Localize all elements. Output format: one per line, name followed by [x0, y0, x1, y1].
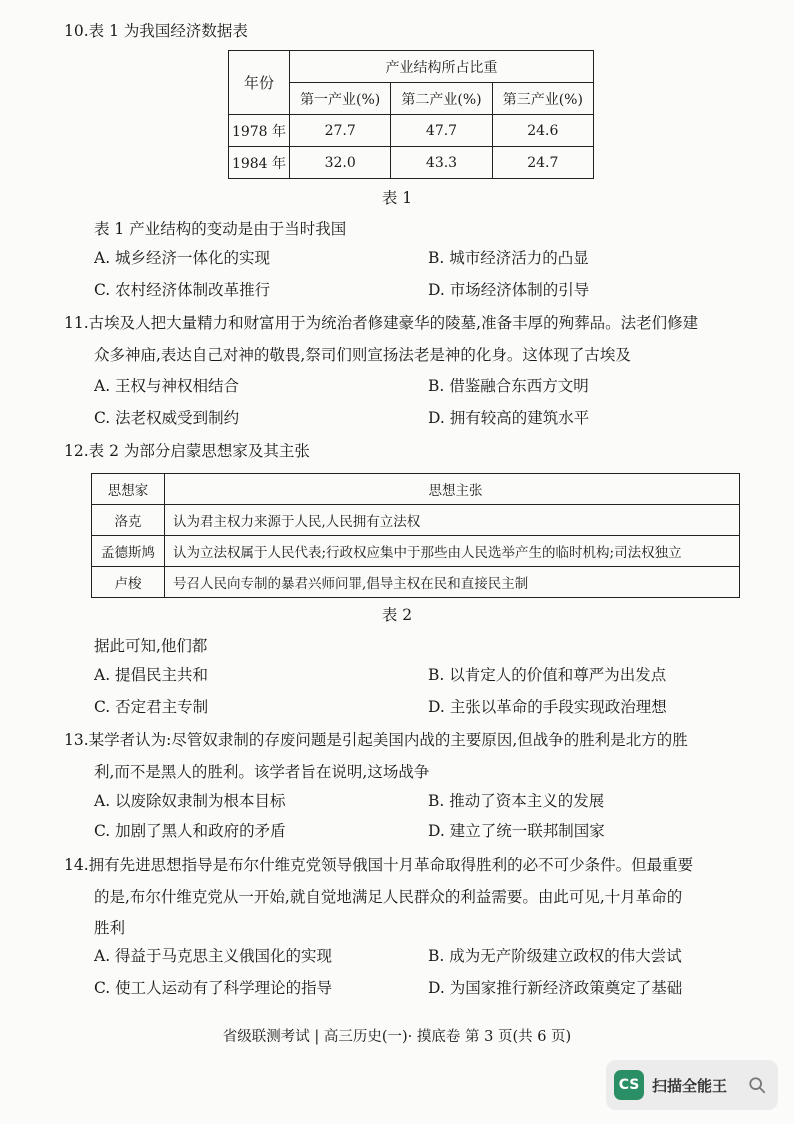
q11-option-b[interactable]: B. 借鉴融合东西方文明	[428, 377, 589, 395]
thinker-name: 洛克	[92, 505, 165, 536]
search-icon[interactable]	[748, 1076, 766, 1094]
app-brand-name: 扫描全能王	[652, 1076, 728, 1095]
column-header: 第三产业(%)	[492, 83, 593, 115]
q11-option-d[interactable]: D. 拥有较高的建筑水平	[428, 409, 590, 427]
table2-caption: 表 2	[381, 606, 413, 624]
q13-stem-line2: 利,而不是黑人的胜利。该学者旨在说明,这场战争	[94, 763, 430, 781]
q10-stem: 10.表 1 为我国经济数据表	[64, 22, 248, 40]
q11-stem-line1: 11.古埃及人把大量精力和财富用于为统治者修建豪华的陵墓,准备丰厚的殉葬品。法老们修建	[64, 314, 699, 332]
thinker-name: 孟德斯鸠	[92, 536, 165, 567]
value-cell: 24.7	[492, 147, 593, 179]
q12-stem: 12.表 2 为部分启蒙思想家及其主张	[64, 442, 310, 460]
q11-option-c[interactable]: C. 法老权威受到制约	[94, 409, 240, 427]
q11-option-a[interactable]: A. 王权与神权相结合	[94, 377, 240, 395]
q14-stem-line3: 胜利	[94, 919, 126, 937]
year-cell: 1978 年	[229, 115, 290, 147]
q14-stem-line1: 14.拥有先进思想指导是布尔什维克党领导俄国十月革命取得胜利的必不可少条件。但最重要	[64, 856, 694, 874]
q11-stem-line2: 众多神庙,表达自己对神的敬畏,祭司们则宣扬法老是神的化身。这体现了古埃及	[94, 346, 631, 364]
group-header: 产业结构所占比重	[290, 51, 594, 83]
table-row	[92, 567, 740, 598]
thinker-view: 认为君主权力来源于人民,人民拥有立法权	[165, 505, 740, 536]
table1-caption: 表 1	[381, 189, 413, 207]
value-cell: 24.6	[492, 115, 593, 147]
thinker-view: 号召人民向专制的暴君兴师问罪,倡导主权在民和直接民主制	[165, 567, 740, 598]
thinker-view: 认为立法权属于人民代表;行政权应集中于那些由人民选举产生的临时机构;司法权独立	[165, 536, 740, 567]
q14-option-a[interactable]: A. 得益于马克思主义俄国化的实现	[94, 947, 333, 965]
q13-option-b[interactable]: B. 推动了资本主义的发展	[428, 792, 605, 810]
value-cell: 32.0	[290, 147, 391, 179]
q13-option-c[interactable]: C. 加剧了黑人和政府的矛盾	[94, 822, 286, 840]
page-footer: 省级联测考试 | 高三历史(一)· 摸底卷 第 3 页(共 6 页)	[222, 1029, 572, 1045]
thinker-header: 思想家	[92, 474, 165, 505]
table-row	[229, 147, 594, 179]
table-row	[92, 505, 740, 536]
q10-option-a[interactable]: A. 城乡经济一体化的实现	[94, 249, 271, 267]
q14-option-d[interactable]: D. 为国家推行新经济政策奠定了基础	[428, 979, 683, 997]
q13-option-a[interactable]: A. 以废除奴隶制为根本目标	[94, 792, 286, 810]
q10-option-d[interactable]: D. 市场经济体制的引导	[428, 281, 590, 299]
thinker-name: 卢梭	[92, 567, 165, 598]
column-header: 第一产业(%)	[290, 83, 391, 115]
q12-option-c[interactable]: C. 否定君主专制	[94, 698, 209, 716]
economic-data-table	[228, 50, 594, 179]
table-row	[229, 115, 594, 147]
q12-option-a[interactable]: A. 提倡民主共和	[94, 666, 209, 684]
column-header: 第二产业(%)	[391, 83, 492, 115]
enlightenment-thinkers-table	[91, 473, 740, 598]
table-row	[92, 536, 740, 567]
q10-option-c[interactable]: C. 农村经济体制改革推行	[94, 281, 271, 299]
q12-prompt: 据此可知,他们都	[94, 637, 208, 655]
q14-option-c[interactable]: C. 使工人运动有了科学理论的指导	[94, 979, 333, 997]
value-cell: 47.7	[391, 115, 492, 147]
q13-option-d[interactable]: D. 建立了统一联邦制国家	[428, 822, 605, 840]
view-header: 思想主张	[165, 474, 740, 505]
value-cell: 43.3	[391, 147, 492, 179]
q10-option-b[interactable]: B. 城市经济活力的凸显	[428, 249, 589, 267]
q10-prompt: 表 1 产业结构的变动是由于当时我国	[94, 220, 347, 238]
value-cell: 27.7	[290, 115, 391, 147]
q14-stem-line2: 的是,布尔什维克党从一开始,就自觉地满足人民群众的利益需要。由此可见,十月革命的	[94, 888, 683, 906]
q12-option-b[interactable]: B. 以肯定人的价值和尊严为出发点	[428, 666, 667, 684]
scanner-watermark-badge[interactable]	[606, 1060, 778, 1110]
year-header: 年份	[229, 51, 290, 115]
q14-option-b[interactable]: B. 成为无产阶级建立政权的伟大尝试	[428, 947, 682, 965]
year-cell: 1984 年	[229, 147, 290, 179]
q13-stem-line1: 13.某学者认为:尽管奴隶制的存废问题是引起美国内战的主要原因,但战争的胜利是北方的胜	[64, 731, 688, 749]
app-logo-icon: CS	[614, 1070, 644, 1100]
q12-option-d[interactable]: D. 主张以革命的手段实现政治理想	[428, 698, 667, 716]
